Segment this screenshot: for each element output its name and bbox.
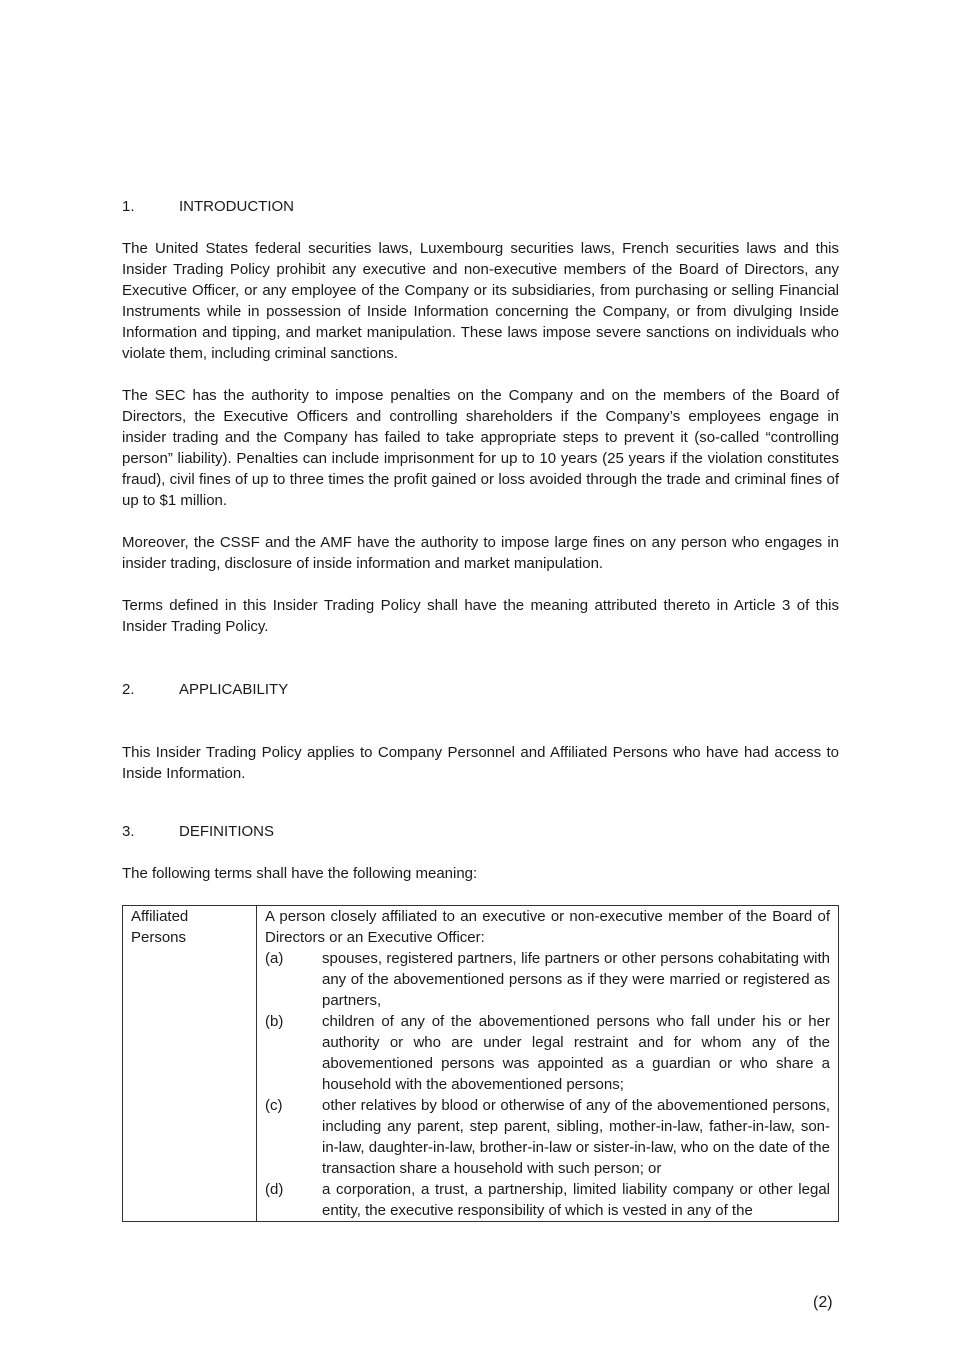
section-number: 2. — [122, 681, 135, 698]
definitions-intro: The following terms shall have the following meaning: — [122, 865, 478, 882]
term-line: Persons — [131, 929, 187, 946]
intro-paragraph: Moreover, the CSSF and the AMF have the authority to impose large fines on any person who engages in insider trading, disclosure of inside information and market manipulation. — [122, 534, 839, 572]
section-title: DEFINITIONS — [179, 823, 275, 840]
item-text: spouses, registered partners, life partners or other persons cohabitating with any of the abovementioned persons as if they were married or registered as partners, — [322, 950, 830, 1009]
item-label: (a) — [265, 950, 284, 967]
section-title: APPLICABILITY — [179, 681, 289, 698]
list-item — [265, 1011, 830, 1095]
document-page — [122, 196, 839, 1222]
table-row — [123, 906, 839, 1222]
section-title: INTRODUCTION — [179, 198, 294, 215]
section-heading-introduction — [122, 196, 839, 217]
definition-description — [257, 906, 839, 1222]
intro-paragraph: The United States federal securities laws, Luxembourg securities laws, French securities laws and this Insider Trading Policy prohibit any executive and non-executive members of the Board of Directors, any Executive Officer, or any employee of the Company or its subsidiaries, from purchasing or selling Financial Instruments while in possession of Inside Information concerning the Company, or from divulging Inside Information and tipping, and market manipulation. These laws impose severe sanctions on individuals who violate them, including criminal sanctions. — [122, 240, 839, 362]
intro-paragraph: Terms defined in this Insider Trading Policy shall have the meaning attributed thereto in Article 3 of this Insider Trading Policy. — [122, 597, 839, 635]
definition-lead: A person closely affiliated to an executive or non-executive member of the Board of Directors or an Executive Officer: — [265, 908, 830, 946]
item-text: other relatives by blood or otherwise of any of the abovementioned persons, including any parent, step parent, sibling, mother-in-law, father-in-law, son-in-law, daughter-in-law, brother-in-law or sister-in-law, who on the date of the transaction share a household with such person; or — [322, 1097, 830, 1177]
definition-term — [123, 906, 257, 1222]
section-number: 1. — [122, 198, 135, 215]
list-item — [265, 948, 830, 1011]
section-heading-definitions — [122, 821, 839, 842]
definitions-table — [122, 905, 839, 1222]
page-number: (2) — [813, 1294, 833, 1311]
item-text: children of any of the abovementioned persons who fall under his or her authority or who are under legal restraint and for whom any of the abovementioned persons was appointed as a guardian or who share a household with the abovementioned persons; — [322, 1013, 830, 1093]
list-item — [265, 1179, 830, 1221]
intro-paragraph: The SEC has the authority to impose penalties on the Company and on the members of the Board of Directors, the Executive Officers and controlling shareholders if the Company’s employees engage in insider trading and the Company has failed to take appropriate steps to prevent it (so-called “controlling person” liability). Penalties can include imprisonment for up to 10 years (25 years if the violation constitutes fraud), civil fines of up to three times the profit gained or loss avoided through the trade and criminal fines of up to $1 million. — [122, 387, 839, 509]
section-number: 3. — [122, 823, 135, 840]
item-text: a corporation, a trust, a partnership, limited liability company or other legal entity, the executive responsibility of which is vested in any of the — [322, 1181, 830, 1219]
term-line: Affiliated — [131, 908, 189, 925]
section-heading-applicability — [122, 679, 839, 700]
item-label: (c) — [265, 1097, 283, 1114]
list-item — [265, 1095, 830, 1179]
applicability-paragraph: This Insider Trading Policy applies to Company Personnel and Affiliated Persons who have had access to Inside Information. — [122, 744, 839, 782]
item-label: (d) — [265, 1181, 284, 1198]
item-label: (b) — [265, 1013, 284, 1030]
